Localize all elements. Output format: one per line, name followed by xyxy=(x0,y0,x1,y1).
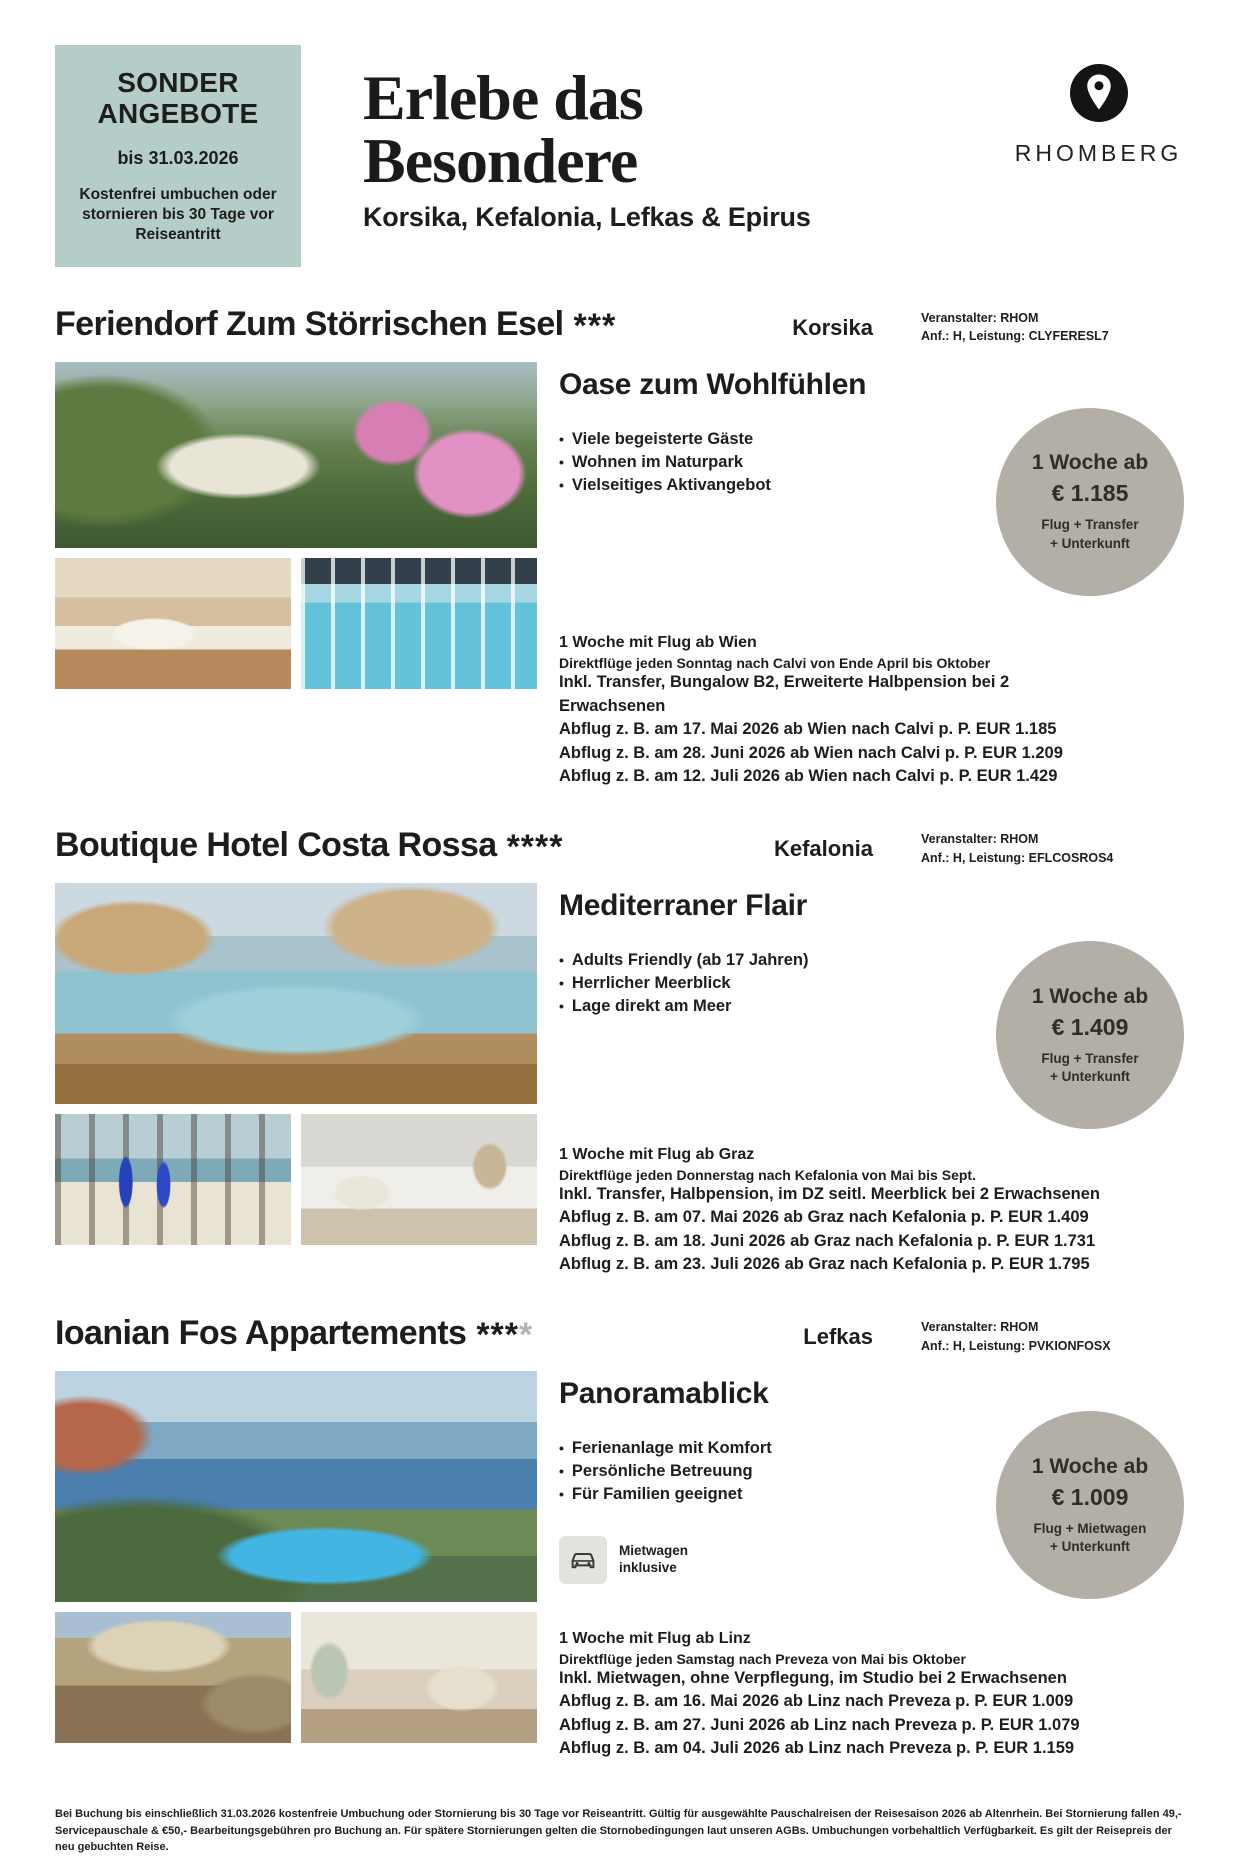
offer-section-costa-rossa xyxy=(55,828,1186,1276)
bullet-text: Vielseitiges Aktivangebot xyxy=(571,475,771,494)
bullet-icon: • xyxy=(559,975,564,992)
photo-column xyxy=(55,1371,537,1760)
offer-section-ioanian-fos xyxy=(55,1316,1186,1760)
hotel-name: Ioanian Fos Appartements xyxy=(55,1314,467,1353)
hotel-photo-pool xyxy=(301,558,537,689)
rental-car-label xyxy=(619,1543,688,1577)
details-title: 1 Woche mit Flug ab Graz xyxy=(559,1145,755,1163)
price-lead: 1 Woche ab xyxy=(1031,1454,1149,1478)
offer-details xyxy=(559,1630,1119,1761)
bullet-text: Adults Friendly (ab 17 Jahren) xyxy=(571,951,809,970)
details-line: Abflug z. B. am 23. Juli 2026 ab Graz nach Kefalonia p. P. EUR 1.795 xyxy=(559,1254,1090,1273)
bullet-icon: • xyxy=(559,431,564,447)
operator-label: Veranstalter: RHOM xyxy=(921,1320,1039,1335)
details-line: Abflug z. B. am 27. Juni 2026 ab Linz nach Preveza p. P. EUR 1.079 xyxy=(559,1715,1080,1734)
hotel-name: Feriendorf Zum Störrischen Esel xyxy=(55,305,564,343)
offer-headline: Panoramablick xyxy=(559,1377,769,1411)
bullet-text: Für Familien geeignet xyxy=(571,1484,743,1503)
bullet-text: Persönliche Betreuung xyxy=(571,1462,753,1481)
bullet-icon: • xyxy=(559,1440,564,1457)
offer-meta xyxy=(921,1318,1186,1354)
badge-valid-until: bis 31.03.2026 xyxy=(117,147,239,168)
offer-headline: Oase zum Wohlfühlen xyxy=(559,368,867,401)
offer-details xyxy=(559,634,1119,788)
special-offer-badge xyxy=(55,45,301,267)
price-includes-line2: + Unterkunft xyxy=(1050,1068,1130,1084)
bullet-icon: • xyxy=(559,997,564,1014)
details-title: 1 Woche mit Flug ab Linz xyxy=(559,1629,751,1647)
badge-note: Kostenfrei umbuchen oder stornieren bis 30 Tage vor Reiseantritt xyxy=(79,185,277,243)
price-amount: € 1.009 xyxy=(1051,1483,1129,1510)
details-line: Inkl. Transfer, Bungalow B2, Erweiterte Halbpension bei 2 Erwachsenen xyxy=(559,673,1010,715)
bullet-text: Herrlicher Meerblick xyxy=(571,974,731,993)
details-line: Abflug z. B. am 28. Juni 2026 ab Wien nach Calvi p. P. EUR 1.209 xyxy=(559,743,1063,762)
page-title xyxy=(363,62,1001,196)
details-line: Abflug z. B. am 18. Juni 2026 ab Graz nach Kefalonia p. P. EUR 1.731 xyxy=(559,1231,1096,1250)
bullet-text: Wohnen im Naturpark xyxy=(571,452,744,471)
price-includes-line1: Flug + Transfer xyxy=(1041,517,1139,533)
price-includes xyxy=(1041,1050,1138,1086)
price-includes-line1: Flug + Mietwagen xyxy=(1033,1520,1147,1536)
offer-details xyxy=(559,1146,1119,1277)
booking-code: Anf.: H, Leistung: EFLCOSROS4 xyxy=(921,850,1114,865)
price-includes xyxy=(1041,516,1138,552)
page-subtitle: Korsika, Kefalonia, Lefkas & Epirus xyxy=(363,202,811,233)
bullet-text: Ferienanlage mit Komfort xyxy=(571,1439,772,1458)
offer-meta xyxy=(921,309,1186,345)
hotel-name: Boutique Hotel Costa Rossa xyxy=(55,826,497,865)
bullet-icon: • xyxy=(559,952,564,969)
bullet-text: Viele begeisterte Gäste xyxy=(571,430,754,448)
hotel-photo-garden xyxy=(55,362,537,548)
star-rating-half: * xyxy=(519,1316,534,1355)
star-rating: **** xyxy=(506,828,564,867)
price-amount: € 1.409 xyxy=(1051,1013,1129,1040)
car-icon xyxy=(559,1536,607,1584)
page-title-line1: Erlebe das xyxy=(363,62,643,133)
offer-meta xyxy=(921,830,1186,866)
bullet-icon: • xyxy=(559,476,564,493)
brand-name: RHOMBERG xyxy=(1014,140,1183,166)
rental-car-label-line1: Mietwagen xyxy=(619,1542,689,1558)
page-header xyxy=(55,45,1186,267)
hotel-photo-bedroom xyxy=(55,558,291,689)
star-rating xyxy=(476,1316,533,1355)
region-label: Lefkas xyxy=(803,1324,873,1350)
bullet-text: Lage direkt am Meer xyxy=(571,996,732,1015)
details-title: 1 Woche mit Flug ab Wien xyxy=(559,634,757,652)
details-line: Inkl. Mietwagen, ohne Verpflegung, im Studio bei 2 Erwachsenen xyxy=(559,1668,1067,1687)
offer-header xyxy=(55,307,1186,346)
bullet-icon: • xyxy=(559,453,564,470)
photo-column xyxy=(55,883,537,1276)
location-pin-icon xyxy=(1069,63,1129,128)
price-lead: 1 Woche ab xyxy=(1031,451,1149,475)
hotel-photo-pool-terrace xyxy=(55,883,537,1104)
bullet-icon: • xyxy=(559,1485,564,1502)
price-includes-line2: + Unterkunft xyxy=(1050,1538,1130,1554)
hotel-photo-bay-panorama xyxy=(55,1371,537,1602)
offer-headline: Mediterraner Flair xyxy=(559,889,808,923)
hotel-photo-living-room xyxy=(301,1612,537,1743)
rental-car-label-line2: inklusive xyxy=(619,1559,677,1575)
region-label: Korsika xyxy=(792,315,873,340)
booking-code: Anf.: H, Leistung: CLYFERESL7 xyxy=(921,329,1109,344)
price-badge xyxy=(996,1411,1184,1599)
details-line: Abflug z. B. am 07. Mai 2026 ab Graz nach Kefalonia p. P. EUR 1.409 xyxy=(559,1208,1089,1227)
details-line: Abflug z. B. am 17. Mai 2026 ab Wien nach Calvi p. P. EUR 1.185 xyxy=(559,720,1057,739)
offer-section-feriendorf xyxy=(55,307,1186,788)
star-rating-full: *** xyxy=(476,1316,520,1355)
legal-footnote: Bei Buchung bis einschließlich 31.03.2026 kostenfreie Umbuchung oder Stornierung bis 30 Tage vor Reiseantritt. Gültig für ausgewählte Pauschalreisen der Reisesaison 2026 ab Altenrhein. Bei Stornierung fallen 49,- Servicepauschale & €50,- Bearbeitungsgebühren pro Buchung an. Für spätere Stornierungen gelten die Stornobedingungen laut unseren AGBs. Umbuchungen vorbehaltlich Verfügbarkeit. Es gilt der Reisepreis der neu gebuchten Reise. xyxy=(55,1808,1182,1854)
price-includes-line1: Flug + Transfer xyxy=(1041,1050,1139,1066)
price-includes-line2: + Unterkunft xyxy=(1050,535,1130,551)
hotel-photo-balcony xyxy=(55,1114,291,1245)
brand-logo xyxy=(1011,45,1186,167)
price-lead: 1 Woche ab xyxy=(1031,984,1149,1008)
details-subtitle: Direktflüge jeden Donnerstag nach Kefalonia von Mai bis Sept. xyxy=(559,1166,976,1183)
price-badge xyxy=(996,408,1184,596)
operator-label: Veranstalter: RHOM xyxy=(921,832,1039,847)
hotel-photo-room xyxy=(301,1114,537,1245)
bullet-icon: • xyxy=(559,1463,564,1480)
details-subtitle: Direktflüge jeden Samstag nach Preveza von Mai bis Oktober xyxy=(559,1650,966,1667)
operator-label: Veranstalter: RHOM xyxy=(921,311,1039,325)
price-badge xyxy=(996,941,1184,1129)
offer-header xyxy=(55,828,1186,867)
hotel-photo-garden-umbrella xyxy=(55,1612,291,1743)
price-amount: € 1.185 xyxy=(1051,480,1129,507)
star-rating: *** xyxy=(573,307,617,345)
details-line: Abflug z. B. am 16. Mai 2026 ab Linz nach Preveza p. P. EUR 1.009 xyxy=(559,1692,1074,1711)
offer-header xyxy=(55,1316,1186,1355)
photo-column xyxy=(55,362,537,788)
price-includes xyxy=(1034,1520,1147,1556)
details-line: Abflug z. B. am 12. Juli 2026 ab Wien nach Calvi p. P. EUR 1.429 xyxy=(559,766,1058,785)
booking-code: Anf.: H, Leistung: PVKIONFOSX xyxy=(921,1338,1111,1353)
region-label: Kefalonia xyxy=(773,836,873,862)
details-line: Inkl. Transfer, Halbpension, im DZ seitl. Meerblick bei 2 Erwachsenen xyxy=(559,1184,1101,1203)
badge-title: SONDER ANGEBOTE xyxy=(97,66,259,130)
page-title-line2: Besondere xyxy=(363,124,638,196)
details-line: Abflug z. B. am 04. Juli 2026 ab Linz nach Preveza p. P. EUR 1.159 xyxy=(559,1738,1075,1757)
details-subtitle: Direktflüge jeden Sonntag nach Calvi von Ende April bis Oktober xyxy=(559,655,991,672)
